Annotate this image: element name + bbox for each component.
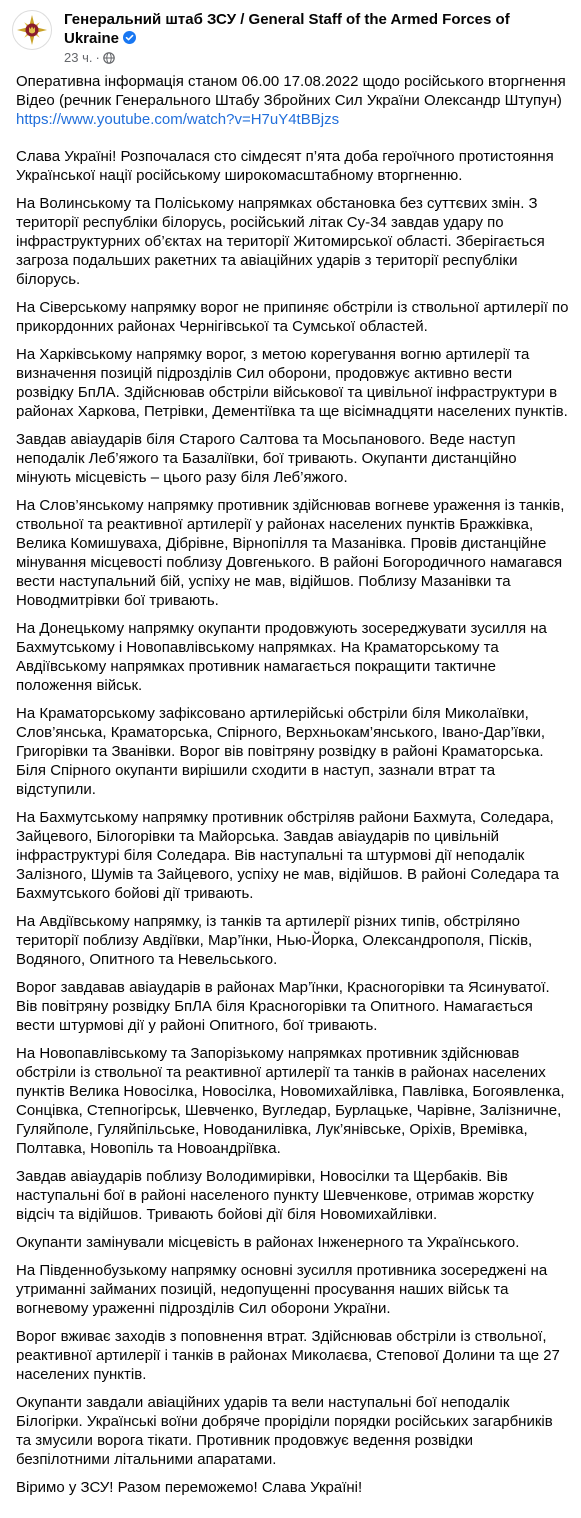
post-paragraph: Ворог завдавав авіаударів в районах Мар’їнки, Красногорівки та Ясинуватої. Вів повітряну розвідку БпЛА біля Красногорівки та Опитного. Намагається вести штурмові дії у районі Опитного, бої тривають.	[16, 979, 550, 1034]
post-timestamp[interactable]: 23 ч.	[64, 50, 93, 65]
post-paragraph: На Сіверському напрямку ворог не припиняє обстріли із ствольної артилерії по прикордонних районах Чернігівської та Сумської областей.	[16, 299, 569, 335]
post-paragraph: Віримо у ЗСУ! Разом переможемо! Слава Україні!	[16, 1479, 363, 1496]
post-paragraph: На Новопавлівському та Запорізькому напрямках противник здійснював обстріли із ствольної та реактивної артилерії та танків в районах населених пунктів Велика Новосілка, Новосілка, Новомихайлівка, Павлівка, Богоявленка, Сонцівка, Степногірськ, Шевченко, Вугледар, Бурлацьке, Чарівне, Залізничне, Гуляйполе, Гуляйпільське, Новоданилівка, Лук’янівське, Оріхів, Времівка, Полтавка, Новопіль та Новоандріївка.	[16, 1045, 565, 1157]
post-paragraph: На Південнобузькому напрямку основні зусилля противника зосереджені на утриманні займаних позицій, недопущенні просування наших військ та вогневому ураженні підрозділів Сил оборони України.	[16, 1262, 548, 1317]
meta-separator: ·	[95, 50, 100, 65]
post-paragraph: На Донецькому напрямку окупанти продовжують зосереджувати зусилля на Бахмутському і Новопавлівському напрямках. На Краматорському та Авдіївському напрямках противник намагається покращити тактичне положення військ.	[16, 620, 547, 694]
post-paragraph: На Краматорському зафіксовано артилерійські обстріли біля Миколаївки, Слов’янська, Краматорська, Спірного, Верхньокам’янського, Івано-Дар’ївки, Григорівки та Званівки. Ворог вів повітряну розвідку в районі Краматорська. Біля Спірного окупанти вирішили сходити в наступ, зазнали втрат та відступили.	[16, 705, 546, 798]
post-meta	[64, 50, 115, 66]
post-paragraph: Завдав авіаударів поблизу Володимирівки, Новосілки та Щербаків. Вів наступальні бої в районі населеного пункту Шевченкове, отримав жорстку відсіч та відійшов. Тривають бойові дії біля Новомихайлівки.	[16, 1168, 534, 1223]
post-paragraph: Ворог вживає заходів з поповнення втрат. Здійснював обстріли із ствольної, реактивної артилерії і танків в районах Миколаєва, Степової Долини та ще 27 населених пунктів.	[16, 1328, 560, 1383]
post-paragraph: Окупанти замінували місцевість в районах Інженерного та Українського.	[16, 1234, 520, 1251]
verified-badge-icon	[123, 31, 136, 44]
intro-line-2: Відео (речник Генерального Штабу Збройних Сил України Олександр Штупун)	[16, 92, 562, 109]
post-header	[12, 10, 572, 68]
post-paragraph: Слава Україні! Розпочалася сто сімдесят п’ята доба героїчного протистояння Української нації російському широкомасштабному вторгненню.	[16, 148, 554, 184]
post-paragraph: Завдав авіаударів біля Старого Салтова та Мосьпанового. Веде наступ неподалік Леб’яжого та Базаліївки, бої тривають. Окупанти дистанційно мінують місцевість – цього разу біля Леб’яжого.	[16, 431, 517, 486]
intro-paragraph	[16, 72, 571, 129]
post-paragraph: Окупанти завдали авіаційних ударів та вели наступальні бої неподалік Білогірки. Українські воїни добряче проріділи порядки російських загарбників та змусили ворога тікати. Противник продовжує ведення розвідки безпілотними літальними апаратами.	[16, 1394, 553, 1468]
post-paragraph: На Харківському напрямку ворог, з метою корегування вогню артилерії та визначення позицій підрозділів Сил оборони, продовжує активно вести розвідку БпЛА. Здійснював обстріли військової та цивільної інфраструктури в районах Харкова, Петрівки, Дементіївка та ще вісімнадцяти населених пунктів.	[16, 346, 568, 420]
post-paragraphs	[16, 147, 571, 1497]
post-paragraph: На Волинському та Поліському напрямках обстановка без суттєвих змін. З території республіки білорусь, російський літак Су-34 завдав удару по інфраструктурних об’єктах на території Житомирської області. Зберігається загроза подальших ракетних та авіаційних ударів з території республіки білорусь.	[16, 195, 545, 288]
post-paragraph: На Бахмутському напрямку противник обстріляв райони Бахмута, Соледара, Зайцевого, Білогорівки та Майорська. Завдав авіаударів по цивільній інфраструктурі біля Соледара. Вів наступальні та штурмові дії неподалік Залізного, Шумів та Зайцевого, успіху не мав, відійшов. В районі Соледара та Бахмутського бойові дії тривають.	[16, 809, 560, 902]
video-link[interactable]: https://www.youtube.com/watch?v=H7uY4tBBjzs	[16, 111, 340, 128]
post-body	[16, 72, 571, 1506]
armed-forces-emblem-icon	[13, 11, 51, 49]
page-name[interactable]	[64, 10, 564, 48]
globe-icon[interactable]	[103, 52, 115, 64]
page-name-text: Генеральний штаб ЗСУ / General Staff of the Armed Forces of Ukraine	[64, 11, 510, 47]
post-paragraph: На Слов’янському напрямку противник здійснював вогневе ураження із танків, ствольної та реактивної артилерії у районах населених пунктів Бражківка, Велика Комишуваха, Дібрівне, Вірнопілля та Мазанівка. Провів дистанційне мінування місцевості поблизу Довгенького. В районі Богородичного намагався вести наступальний бій, успіху не мав, відійшов. Поблизу Мазанівки та Новодмитрівки бої тривають.	[16, 497, 565, 609]
page-avatar[interactable]	[12, 10, 52, 50]
post-paragraph: На Авдіївському напрямку, із танків та артилерії різних типів, обстріляно території поблизу Авдіївки, Мар’їнки, Нью-Йорка, Олександрополя, Пісків, Водяного, Опитного та Невельського.	[16, 913, 533, 968]
intro-line-1: Оперативна інформація станом 06.00 17.08.2022 щодо російського вторгнення	[16, 73, 566, 90]
